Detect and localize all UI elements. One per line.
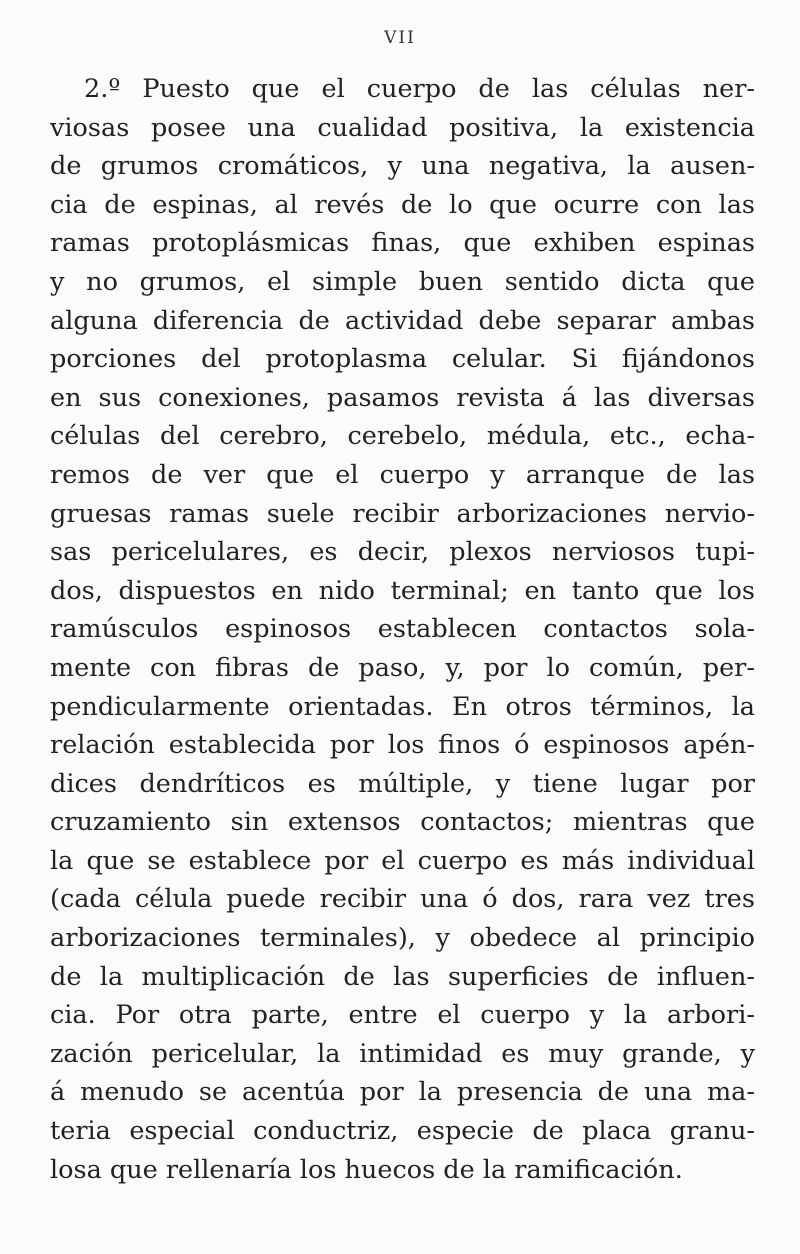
text-line: pendicularmente orientadas. En otros términos, la [50,691,755,722]
text-line: ramas protoplásmicas finas, que exhiben espinas [50,228,755,259]
text-line: mente con fibras de paso, y, por lo común, per- [50,652,755,683]
text-line: en sus conexiones, pasamos revista á las diversas [50,382,755,413]
text-line: gruesas ramas suele recibir arborizaciones nervio- [50,498,755,529]
text-line: de grumos cromáticos, y una negativa, la ausen- [50,151,755,182]
text-line: relación establecida por los finos ó espinosos apén- [50,730,755,761]
text-line: cruzamiento sin extensos contactos; mientras que [50,807,755,838]
text-line: alguna diferencia de actividad debe separar ambas [50,305,755,336]
text-line: porciones del protoplasma celular. Si fijándonos [50,344,755,375]
text-line: y no grumos, el simple buen sentido dicta que [50,266,755,297]
text-line: ramúsculos espinosos establecen contactos sola- [50,614,755,645]
text-line: losa que rellenaría los huecos de la ramificación. [50,1154,683,1185]
text-line: arborizaciones terminales), y obedece al principio [50,923,755,954]
text-line: viosas posee una cualidad positiva, la existencia [50,112,755,143]
text-line: á menudo se acentúa por la presencia de una ma- [50,1077,755,1108]
text-line: la que se establece por el cuerpo es más individual [50,845,755,876]
text-line: sas pericelulares, es decir, plexos nerviosos tupi- [50,537,755,568]
text-line: (cada célula puede recibir una ó dos, rara vez tres [50,884,755,915]
text-line: remos de ver que el cuerpo y arranque de las [50,459,755,490]
text-line: de la multiplicación de las superficies de influen- [50,961,755,992]
page-number: VII [384,28,416,48]
body-text [50,70,755,1189]
text-line: cia. Por otra parte, entre el cuerpo y la arbori- [50,1000,755,1031]
text-line: cia de espinas, al revés de lo que ocurre con las [50,189,755,220]
text-line: dos, dispuestos en nido terminal; en tanto que los [50,575,755,606]
text-line: teria especial conductriz, especie de placa granu- [50,1116,755,1147]
text-line: dices dendríticos es múltiple, y tiene lugar por [50,768,755,799]
text-line: 2.º Puesto que el cuerpo de las células ner- [84,74,755,104]
text-line: células del cerebro, cerebelo, médula, etc., echa- [50,421,755,452]
text-line: zación pericelular, la intimidad es muy grande, y [50,1038,755,1069]
